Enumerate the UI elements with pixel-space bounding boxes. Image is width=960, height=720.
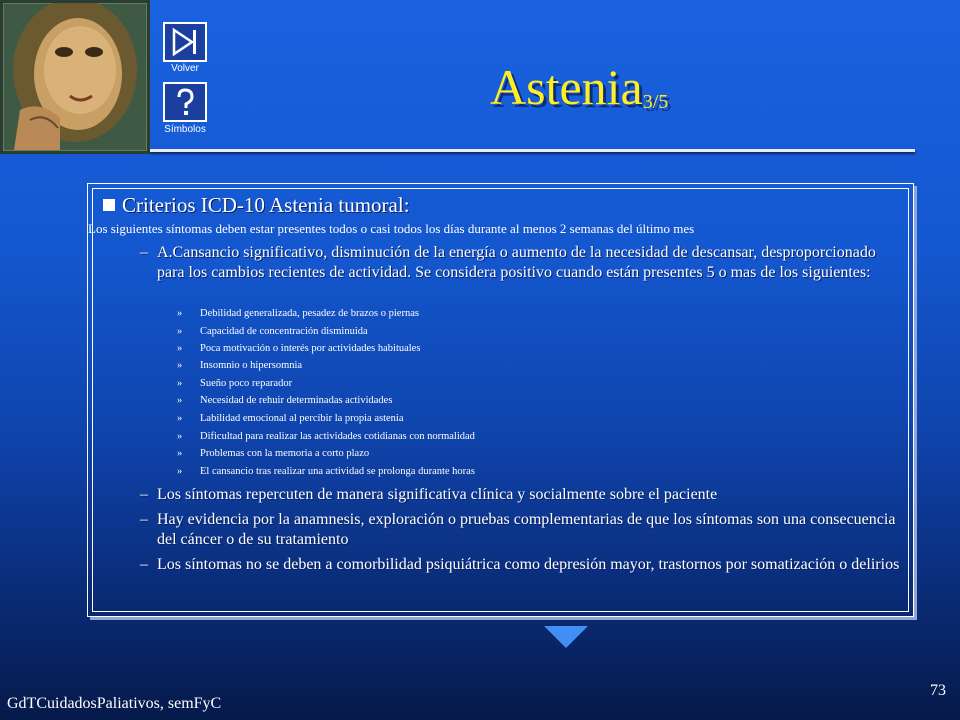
criterion-a-text: A.Cansancio significativo, disminución de la energía o aumento de la necesidad de descansar, desproporcionado para los cambios recientes de actividad. Se considera positivo cuando están presentes 5 o mas de los siguientes: bbox=[157, 244, 876, 281]
symptom-item: » Poca motivación o interés por actividades habituales bbox=[177, 343, 421, 354]
criteria-heading bbox=[103, 192, 900, 218]
symptom-item: » Insomnio o hipersomnia bbox=[177, 360, 303, 371]
slide-title bbox=[490, 58, 668, 116]
lead-paragraph: Los siguientes síntomas deben estar presentes todos o casi todos los días durante al menos 2 semanas del último mes bbox=[88, 221, 695, 236]
square-bullet-icon bbox=[103, 199, 115, 211]
next-slide-arrow-icon[interactable] bbox=[544, 626, 588, 648]
symptom-item: » Sueño poco reparador bbox=[177, 378, 293, 389]
slide-title-text: Astenia bbox=[490, 59, 643, 115]
back-button[interactable] bbox=[163, 22, 207, 62]
criterion-b: – Los síntomas repercuten de manera significativa clínica y socialmente sobre el paciente bbox=[140, 486, 718, 503]
symptom-item: » Labilidad emocional al percibir la propia astenia bbox=[177, 413, 404, 424]
symbols-button-label: Símbolos bbox=[164, 124, 206, 135]
symptom-item: » Debilidad generalizada, pesadez de brazos o piernas bbox=[177, 308, 419, 319]
footer-organization: GdTCuidadosPaliativos, semFyC bbox=[7, 695, 222, 712]
title-divider bbox=[150, 149, 915, 152]
page-number: 73 bbox=[930, 682, 946, 699]
dash-bullet: – bbox=[140, 244, 148, 261]
symbols-button[interactable] bbox=[163, 82, 207, 122]
criterion-c: – Hay evidencia por la anamnesis, exploración o pruebas complementarias de que los síntomas son una consecuencia del cáncer o de su tratamiento bbox=[140, 511, 896, 548]
symptom-item: » Problemas con la memoria a corto plazo bbox=[177, 448, 370, 459]
symptom-item: » Dificultad para realizar las actividades cotidianas con normalidad bbox=[177, 431, 475, 442]
symptom-item: » Necesidad de rehuir determinadas actividades bbox=[177, 395, 393, 406]
criteria-heading-row bbox=[100, 192, 900, 218]
slide-title-suffix: 3/5 bbox=[642, 91, 669, 113]
skip-back-icon bbox=[170, 27, 200, 57]
symptom-item: » Capacidad de concentración disminuida bbox=[177, 326, 368, 337]
back-button-label: Volver bbox=[171, 63, 199, 74]
question-mark-icon bbox=[170, 87, 200, 117]
criterion-a bbox=[140, 243, 900, 283]
criteria-heading-text: Criterios ICD-10 Astenia tumoral: bbox=[122, 193, 410, 217]
portrait-illustration bbox=[0, 0, 150, 154]
criterion-d: – Los síntomas no se deben a comorbilidad psiquiátrica como depresión mayor, trastornos por somatización o delirios bbox=[140, 556, 900, 573]
symptom-item: » El cansancio tras realizar una actividad se prolonga durante horas bbox=[177, 466, 475, 477]
